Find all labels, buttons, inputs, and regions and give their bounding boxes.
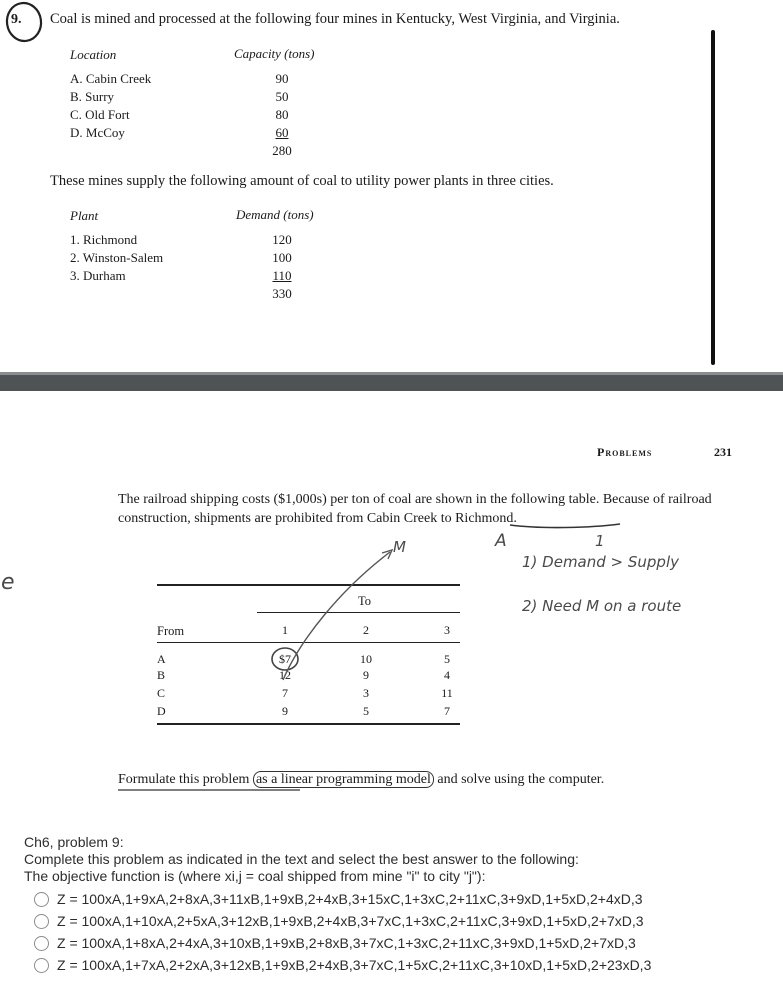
formulate-boxed: as a linear programming model	[253, 771, 434, 788]
mine-capacity-value: 90	[275, 71, 289, 86]
hand-a-mark: A	[495, 531, 507, 551]
plant-row-name: 3. Durham	[70, 268, 126, 283]
question-block	[24, 834, 651, 976]
page-number: 231	[714, 445, 732, 459]
mine-label: C	[157, 686, 166, 700]
destination-header: 2	[363, 623, 369, 637]
supply-text: These mines supply the following amount of coal to utility power plants in three cities.	[50, 173, 554, 189]
cost-cell: 9	[363, 668, 369, 682]
formulate-line	[118, 772, 604, 788]
mine-row-name: A. Cabin Creek	[70, 71, 152, 86]
hand-note-2: 2) Need M on a route	[522, 597, 682, 615]
arrowhead-mark	[382, 550, 392, 559]
cost-cell: $7	[279, 652, 291, 666]
cost-cell: 3	[363, 686, 369, 700]
answer-option[interactable]	[34, 932, 651, 954]
mine-capacity-value: 50	[275, 89, 289, 104]
col-demand-header: Demand (tons)	[236, 207, 314, 222]
plant-demand-total: 330	[272, 286, 292, 301]
cost-cell: 7	[444, 704, 450, 718]
mine-capacity-value: 60	[275, 125, 289, 140]
answer-option[interactable]	[34, 954, 651, 976]
hand-note-1: 1) Demand > Supply	[522, 553, 679, 571]
formulate-post: and solve using the computer.	[433, 772, 605, 787]
answer-options	[34, 888, 651, 976]
hand-margin-e: e	[1, 570, 15, 595]
mine-row-name: B. Surry	[70, 89, 115, 104]
plant-row-name: 2. Winston-Salem	[70, 250, 164, 265]
plant-demand-value: 110	[272, 268, 292, 283]
mine-label: A	[157, 652, 166, 666]
problem-intro: Coal is mined and processed at the following four mines in Kentucky, West Virginia, and Virginia.	[50, 11, 620, 27]
radio-button[interactable]	[34, 936, 49, 951]
col-capacity-header: Capacity (tons)	[234, 46, 315, 61]
table-top-rule	[157, 584, 460, 586]
cost-cell: 11	[441, 686, 453, 700]
hand-m-mark: M	[393, 538, 406, 556]
cost-cell: 9	[282, 704, 288, 718]
answer-option-text: Z = 100xA,1+10xA,2+5xA,3+12xB,1+9xB,2+4xB,3+7xC,1+3xC,2+11xC,3+9xD,1+5xD,2+7xD,3	[57, 913, 644, 929]
table-header-rule	[157, 642, 460, 643]
plant-demand-value: 120	[272, 232, 292, 247]
to-label: To	[358, 594, 372, 608]
cost-cell: 12	[279, 668, 291, 682]
mine-capacity-value: 80	[275, 107, 289, 122]
hand-one-mark: 1	[595, 532, 605, 550]
col-location-header: Location	[70, 47, 117, 62]
table-to-rule	[257, 612, 460, 613]
mine-label: D	[157, 704, 166, 718]
problem-number: 9.	[11, 12, 22, 27]
radio-button[interactable]	[34, 892, 49, 907]
col-plant-header: Plant	[70, 208, 99, 223]
cost-cell: 5	[444, 652, 450, 666]
page-header-title: Problems	[597, 445, 653, 459]
formulate-pre: Formulate this problem	[118, 772, 253, 787]
cost-cell: 4	[444, 668, 450, 682]
mine-row-name: C. Old Fort	[70, 107, 130, 122]
plant-row-name: 1. Richmond	[70, 232, 138, 247]
destination-header: 1	[282, 623, 288, 637]
question-line-2: Complete this problem as indicated in the text and select the best answer to the following:	[24, 851, 579, 867]
plant-demand-value: 100	[272, 250, 292, 265]
mine-row-name: D. McCoy	[70, 125, 125, 140]
answer-option-text: Z = 100xA,1+9xA,2+8xA,3+11xB,1+9xB,2+4xB,3+15xC,1+3xC,2+11xC,3+9xD,1+5xD,2+4xD,3	[57, 891, 643, 907]
from-label: From	[157, 624, 185, 638]
table-bottom-rule	[157, 723, 460, 725]
margin-bar-mark	[711, 30, 715, 365]
answer-option-text: Z = 100xA,1+8xA,2+4xA,3+10xB,1+9xB,2+8xB,3+7xC,1+3xC,2+11xC,3+9xD,1+5xD,2+7xD,3	[57, 935, 636, 951]
cost-cell: 5	[363, 704, 369, 718]
radio-button[interactable]	[34, 914, 49, 929]
question-line-1: Ch6, problem 9:	[24, 834, 124, 850]
mine-label: B	[157, 668, 166, 682]
question-line-3: The objective function is (where xi,j = coal shipped from mine "i" to city "j"):	[24, 868, 486, 884]
cost-cell: 10	[360, 652, 372, 666]
radio-button[interactable]	[34, 958, 49, 973]
destination-header: 3	[444, 623, 450, 637]
answer-option[interactable]	[34, 888, 651, 910]
mine-capacity-total: 280	[272, 143, 292, 158]
image-separator	[0, 375, 783, 391]
answer-option[interactable]	[34, 910, 651, 932]
cost-paragraph: The railroad shipping costs ($1,000s) per ton of coal are shown in the following table. Because of railroad construction, shipments are prohibited from Cabin Creek to Richmond.	[118, 492, 712, 526]
cost-cell: 7	[282, 686, 288, 700]
answer-option-text: Z = 100xA,1+7xA,2+2xA,3+12xB,1+9xB,2+4xB,3+7xC,1+5xC,2+11xC,3+10xD,1+5xD,2+23xD,3	[57, 957, 652, 973]
